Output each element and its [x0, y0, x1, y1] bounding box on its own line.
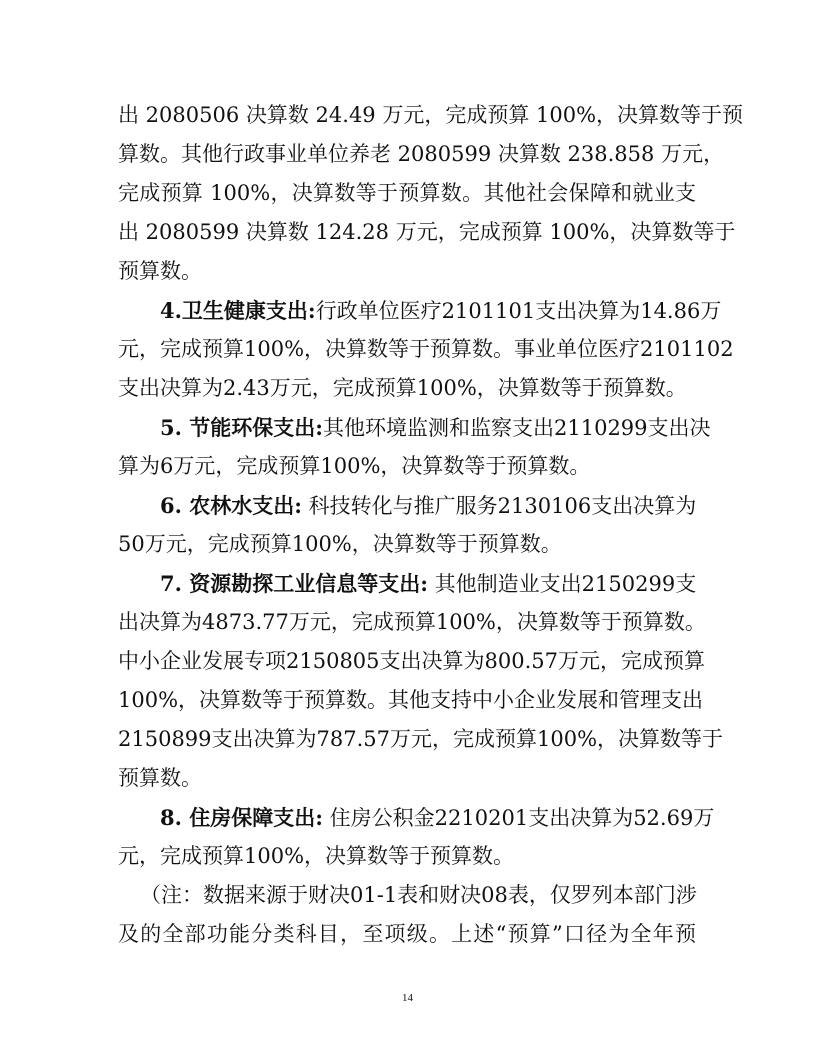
note-line: 及的全部功能分类科目，至项级。上述“预算”口径为全年预	[118, 922, 696, 946]
text-line: 完成预算 100%，决算数等于预算数。其他社会保障和就业支	[118, 181, 696, 205]
section-agriculture: 6. 农林水支出: 科技转化与推广服务2130106支出决算为	[160, 493, 697, 518]
text-line: 中小企业发展专项2150805支出决算为800.57万元，完成预算	[118, 649, 706, 673]
section-heading: 5. 节能环保支出:	[160, 415, 323, 440]
body-text	[118, 96, 744, 954]
text-line: 支出决算为2.43万元，完成预算100%，决算数等于预算数。	[118, 376, 687, 400]
text-line: 100%，决算数等于预算数。其他支持中小企业发展和管理支出	[118, 688, 704, 712]
text-line: 出 2080599 决算数 124.28 万元，完成预算 100%，决算数等于	[118, 220, 736, 244]
section-heading: 8. 住房保障支出:	[160, 805, 323, 830]
section-heading: 4.卫生健康支出:	[160, 298, 316, 323]
text-line: 算数。其他行政事业单位养老 2080599 决算数 238.858 万元，	[118, 142, 725, 166]
text-line: 出 2080506 决算数 24.49 万元，完成预算 100%，决算数等于预	[118, 103, 744, 127]
note-line: （注：数据来源于财决01-1表和财决08表，仅罗列本部门涉	[140, 883, 697, 907]
section-health: 4.卫生健康支出:行政单位医疗2101101支出决算为14.86万	[160, 298, 722, 323]
text-line: 算为6万元，完成预算100%，决算数等于预算数。	[118, 454, 591, 478]
section-heading: 7. 资源勘探工业信息等支出:	[160, 571, 428, 596]
section-heading: 6. 农林水支出:	[160, 493, 302, 518]
text-line: 出决算为4873.77万元，完成预算100%，决算数等于预算数。	[118, 610, 706, 634]
text-line: 元，完成预算100%，决算数等于预算数。	[118, 844, 515, 868]
text-line: 50万元，完成预算100%，决算数等于预算数。	[118, 532, 562, 556]
section-housing: 8. 住房保障支出: 住房公积金2210201支出决算为52.69万	[160, 805, 715, 830]
section-industry: 7. 资源勘探工业信息等支出: 其他制造业支出2150299支	[160, 571, 697, 596]
page-number: 14	[402, 992, 413, 1004]
section-environment: 5. 节能环保支出:其他环境监测和监察支出2110299支出决	[160, 415, 711, 440]
text-line: 预算数。	[118, 259, 202, 283]
text-line: 预算数。	[118, 766, 202, 790]
text-line: 元，完成预算100%，决算数等于预算数。事业单位医疗2101102	[118, 337, 734, 361]
text-line: 2150899支出决算为787.57万元，完成预算100%，决算数等于	[118, 727, 724, 751]
